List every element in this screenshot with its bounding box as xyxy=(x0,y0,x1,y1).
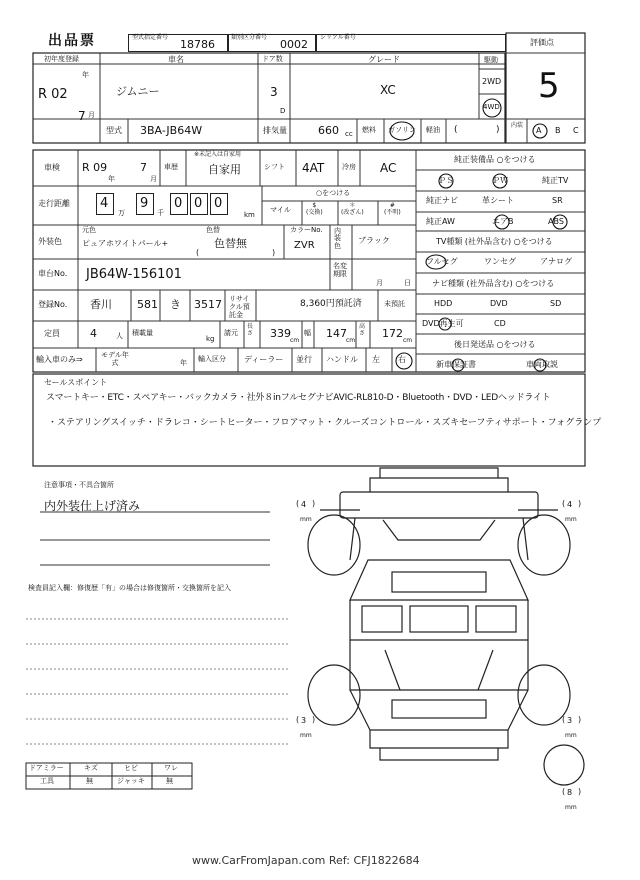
class-number: 0002 xyxy=(280,38,308,51)
car-name-label: 車名 xyxy=(168,55,184,64)
navi-dvd: DVD xyxy=(490,299,508,308)
import-class-label: 輸入区分 xyxy=(198,355,226,363)
handle-right: 右 xyxy=(398,355,406,364)
inspect-label: 車検 xyxy=(44,163,60,172)
equip-sr: SR xyxy=(552,196,563,205)
doors-label: ドア数 xyxy=(262,55,283,63)
inspect-year-unit: 年 xyxy=(108,175,115,183)
inspect-month: 7 xyxy=(140,161,147,174)
width-value: 147 xyxy=(326,327,347,340)
mileage-mile: マイル xyxy=(270,206,291,214)
fuel-value: ガソリン xyxy=(388,126,416,134)
orig-color: ピュアホワイトパール+ xyxy=(82,239,169,248)
tire-fr: 4 xyxy=(567,500,573,509)
interior-b: B xyxy=(555,126,561,135)
type-label: 型式指定番号 xyxy=(132,34,169,41)
width-label: 幅 xyxy=(304,329,311,337)
disp-unit: cc xyxy=(345,130,353,138)
tire-rr-unit: mm xyxy=(565,732,577,739)
recycle-unpaid: 未預託 xyxy=(384,300,405,308)
car-diagram xyxy=(308,468,584,785)
fuel-label: 燃料 xyxy=(362,126,376,134)
reg-plate: 3517 xyxy=(194,298,222,311)
parts-v1: 無 xyxy=(86,777,93,785)
parts-h2: ヒビ xyxy=(124,764,138,772)
form-title: 出品票 xyxy=(48,33,96,49)
orig-color-label: 元色 xyxy=(82,226,96,234)
inspect-era: R 09 xyxy=(82,161,108,174)
handle-left: 左 xyxy=(372,355,380,364)
tire-fr-unit: mm xyxy=(565,516,577,523)
inspect-month-unit: 月 xyxy=(150,175,157,183)
ac-value: AC xyxy=(380,161,397,175)
tire-spare: 8 xyxy=(567,788,573,797)
navi-hdd: HDD xyxy=(434,299,453,308)
mileage-d2: 9 xyxy=(140,196,149,211)
model-label: 型式 xyxy=(106,126,122,135)
grade-value: XC xyxy=(380,83,396,97)
tire-fl-unit: mm xyxy=(300,516,312,523)
chassis-label: 車台No. xyxy=(38,269,68,278)
name-change-day: 日 xyxy=(404,279,411,287)
grade-label: グレード xyxy=(368,55,400,64)
navi-sd: SD xyxy=(550,299,562,308)
equip-tv: 純正TV xyxy=(542,176,569,185)
inspector-label: 検査員記入欄：修復歴「有」の場合は修復箇所・交換箇所を記入 xyxy=(28,584,231,592)
parts-h0: ドアミラー xyxy=(29,764,64,772)
docs-warranty: 新車保証書 xyxy=(436,360,476,369)
reg-num: 581 xyxy=(137,298,158,311)
tv-oneseg: ワンセグ xyxy=(484,257,516,266)
history-label: 車歴 xyxy=(164,163,178,171)
tv-fullseg: フルセグ xyxy=(426,257,458,266)
height-value: 172 xyxy=(382,327,403,340)
navi-label: ナビ種類 (社外品含む) ○をつける xyxy=(432,279,555,288)
equip-pw: ＰＷ xyxy=(492,176,508,185)
light-label: 軽油 xyxy=(426,126,440,134)
height-unit: cm xyxy=(403,337,413,344)
first-reg-year-unit: 年 xyxy=(82,71,89,79)
model-year-unit: 年 xyxy=(180,359,187,367)
class-label: 類別区分番号 xyxy=(231,34,268,41)
import-parallel: 並行 xyxy=(296,355,312,364)
interior-label: 内装 xyxy=(511,122,524,129)
drive-2wd: 2WD xyxy=(482,77,502,86)
drive-label: 駆動 xyxy=(484,56,498,64)
first-reg-month: 7 xyxy=(78,109,86,123)
model-value: 3BA-JB64W xyxy=(140,124,203,137)
car-name: ジムニー xyxy=(116,85,160,98)
disp-value: 660 xyxy=(318,124,339,137)
length-value: 339 xyxy=(270,327,291,340)
drive-4wd: 4WD xyxy=(483,103,500,111)
parts-v2: ジャッキ xyxy=(117,777,145,785)
equip-abs: ABS xyxy=(548,217,564,226)
serial-label: シリアル番号 xyxy=(320,34,356,41)
tire-rl-unit: mm xyxy=(300,732,312,739)
handle-label: ハンドル xyxy=(326,355,358,364)
recycle-value: 8,360円預託済 xyxy=(300,299,362,309)
tv-label: TV種類 (社外品含む) ○をつける xyxy=(436,237,553,246)
changed-color: 色替無 xyxy=(214,237,247,250)
length-label: 長さ xyxy=(247,323,254,337)
reg-kana: き xyxy=(170,298,181,311)
notes-line1: 内外装仕上げ済み xyxy=(44,499,141,513)
mileage-unit: km xyxy=(244,211,255,219)
mileage-label: 走行距離 xyxy=(38,199,70,208)
parts-h3: ワレ xyxy=(164,764,178,772)
first-reg-month-unit: 月 xyxy=(88,111,95,119)
equip-ps: ＰＳ xyxy=(438,176,454,185)
navi-dvd-play: DVD再生可 xyxy=(422,319,464,328)
load-label: 積載量 xyxy=(132,329,153,337)
height-label: 高さ xyxy=(359,323,366,337)
parts-v0: 工具 xyxy=(40,777,54,785)
capacity-value: 4 xyxy=(90,327,97,340)
std-equip-label: 純正装備品 ○をつける xyxy=(454,155,536,164)
color-label: 外装色 xyxy=(38,237,62,246)
interior-color: ブラック xyxy=(358,236,390,245)
sales-line2: ・ステアリングスイッチ・ドラレコ・シートヒーター・フロアマット・クルーズコントロール・スズキセーフティサポート・フォグランプ xyxy=(48,418,602,428)
mileage-sen: 千 xyxy=(157,209,164,217)
first-reg-era: R 02 xyxy=(38,87,68,102)
chassis-value: JB64W-156101 xyxy=(86,267,182,282)
interior-c: C xyxy=(573,126,579,135)
reg-pref: 香川 xyxy=(90,298,112,311)
docs-label: 後日発送品 ○をつける xyxy=(454,340,536,349)
mileage-d3: 0 xyxy=(174,196,183,211)
mileage-d1: 4 xyxy=(100,196,109,211)
parts-v3: 無 xyxy=(166,777,173,785)
selection-circles xyxy=(390,99,567,371)
equip-aw: 純正AW xyxy=(426,217,455,226)
footer-watermark: www.CarFromJapan.com Ref: CFJ1822684 xyxy=(192,854,420,867)
equip-leather: 革シート xyxy=(482,196,514,205)
first-reg-label: 初年度登録 xyxy=(44,55,79,63)
name-change-month: 月 xyxy=(376,279,383,287)
notes-label: 注意事項・不具合箇所 xyxy=(44,481,114,489)
ac-label: 冷房 xyxy=(342,163,356,171)
doors-value: 3 xyxy=(270,85,278,99)
capacity-label: 定員 xyxy=(44,329,60,338)
mileage-tamper: ＊ (改ざん) xyxy=(341,202,364,216)
interior-a: A xyxy=(536,126,542,135)
reg-label: 登録No. xyxy=(38,300,68,309)
dealer-label: 請元 xyxy=(224,329,238,337)
tire-fl: 4 xyxy=(301,500,307,509)
history-value: 自家用 xyxy=(208,163,241,176)
interior-color-label: 内装色 xyxy=(334,227,341,250)
mileage-d4: 0 xyxy=(194,196,203,211)
docs-manual: 車両取説 xyxy=(526,360,558,369)
sales-line1: スマートキー・ETC・スペアキー・バックカメラ・社外８inフルセグナビAVIC-RL810-D・Bluetooth・DVD・LEDヘッドライト xyxy=(46,393,551,403)
mileage-man: 万 xyxy=(118,209,125,217)
score-value: 5 xyxy=(538,66,560,106)
import-dealer: ディーラー xyxy=(244,355,284,364)
tv-analog: アナログ xyxy=(540,257,572,266)
length-unit: cm xyxy=(290,337,300,344)
color-code: ZVR xyxy=(294,240,315,251)
mileage-circle-note: ○をつける xyxy=(316,189,351,197)
import-label: 輸入車のみ⇒ xyxy=(36,355,83,364)
sales-label: セールスポイント xyxy=(44,378,108,387)
shift-value: 4AT xyxy=(302,161,325,175)
recycle-label: リサイクル預託金 xyxy=(229,295,250,320)
capacity-unit: 人 xyxy=(116,332,123,340)
mileage-d5: 0 xyxy=(214,196,223,211)
width-unit: cm xyxy=(346,337,356,344)
changed-color-label: 色替 xyxy=(206,226,220,234)
tire-spare-unit: mm xyxy=(565,804,577,811)
parts-h1: キズ xyxy=(84,764,98,772)
load-unit: kg xyxy=(206,335,215,343)
tire-rr: 3 xyxy=(567,716,573,725)
score-label: 評価点 xyxy=(530,38,554,47)
equip-navi: 純正ナビ xyxy=(426,196,458,205)
navi-cd: CD xyxy=(494,319,506,328)
disp-label: 排気量 xyxy=(263,126,287,135)
tire-rl: 3 xyxy=(301,716,307,725)
model-year-label: モデル年式 xyxy=(101,351,129,368)
history-note: ※未記入は自家用 xyxy=(194,151,242,158)
doors-suffix: D xyxy=(280,107,286,115)
mileage-exchange: $ (交換) xyxy=(306,202,323,216)
name-change-label: 名変期限 xyxy=(333,262,347,278)
shift-label: シフト xyxy=(264,163,285,171)
color-code-label: カラーNo. xyxy=(290,226,323,234)
equip-airbag: エアB xyxy=(492,217,514,226)
mileage-unknown: # (不明) xyxy=(384,202,401,216)
type-number: 18786 xyxy=(180,38,215,51)
